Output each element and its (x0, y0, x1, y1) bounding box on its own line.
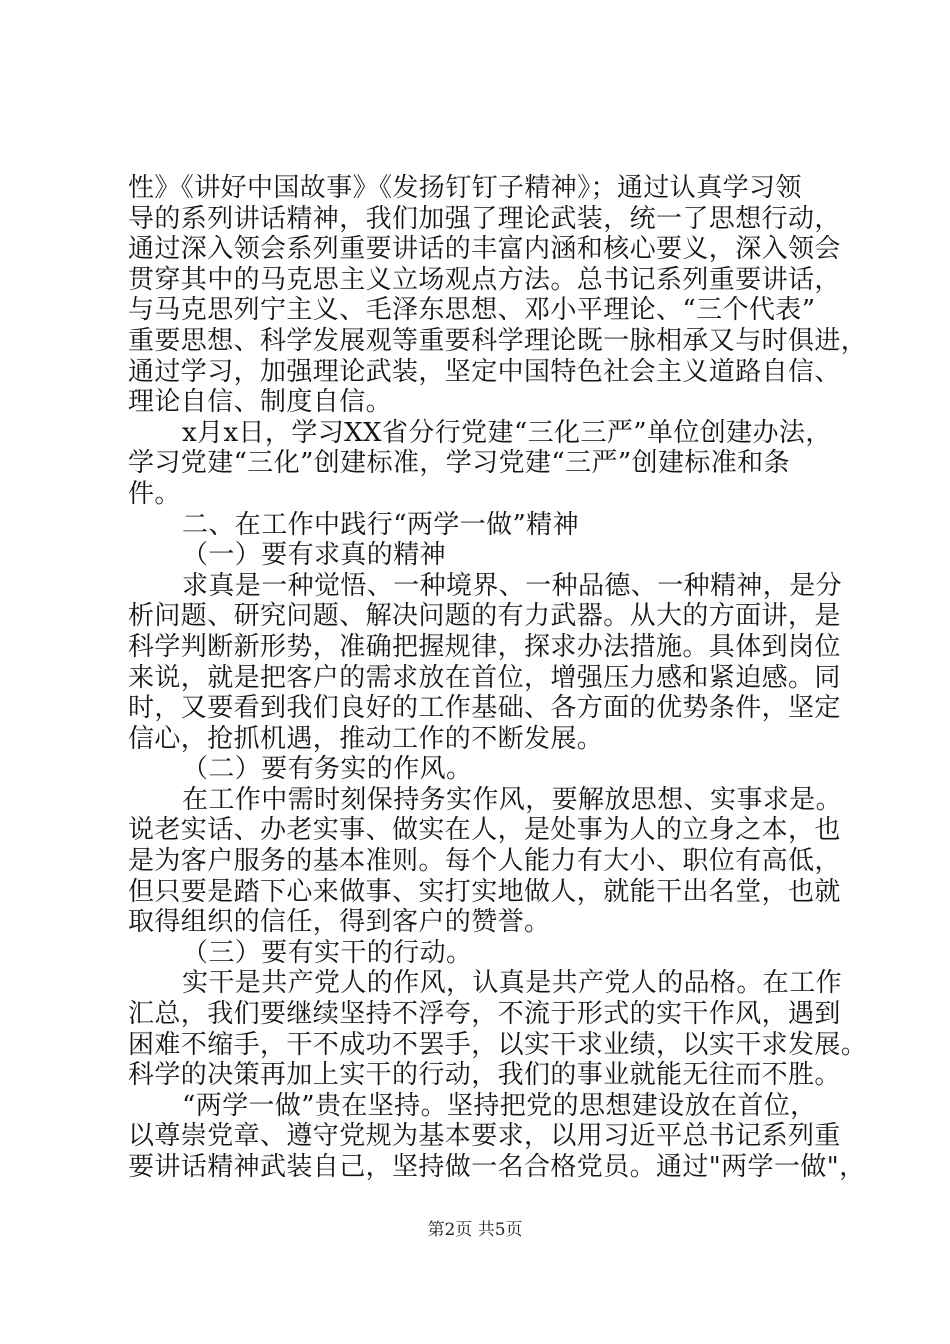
text-line: 性》《讲好中国故事》《发扬钉钉子精神》；通过认真学习领 (128, 173, 802, 203)
text-line: 说老实话、办老实事、做实在人，是处事为人的立身之本，也 (128, 815, 841, 846)
text-line: 来说，就是把客户的需求放在首位，增强压力感和紧迫感。同 (128, 662, 841, 693)
text-line: 与马克思列宁主义、毛泽东思想、邓小平理论、“三个代表” (128, 295, 816, 326)
text-line: 求真是一种觉悟、一种境界、一种品德、一种精神，是分 (182, 570, 843, 601)
text-line: （一）要有求真的精神 (182, 540, 447, 571)
text-line: 困难不缩手，干不成功不罢手，以实干求业绩，以实干求发展。 (128, 1029, 868, 1060)
text-line: 重要思想、科学发展观等重要科学理论既一脉相承又与时俱进， (128, 325, 868, 356)
text-line: 时，又要看到我们良好的工作基础、各方面的优势条件，坚定 (128, 693, 841, 724)
text-line: 析问题、研究问题、解决问题的有力武器。从大的方面讲，是 (128, 601, 841, 632)
text-line: 汇总，我们要继续坚持不浮夸，不流于形式的实干作风，遇到 (128, 999, 841, 1030)
text-line: 但只要是踏下心来做事、实打实地做人，就能干出名堂，也就 (128, 876, 841, 907)
text-line: 是为客户服务的基本准则。每个人能力有大小、职位有高低， (128, 846, 841, 877)
text-line: （二）要有务实的作风。 (182, 754, 473, 785)
text-line: 贯穿其中的马克思主义立场观点方法。总书记系列重要讲话， (128, 264, 841, 295)
page-footer: 第2页 共5页 (427, 1220, 523, 1240)
text-line: 件。 (128, 478, 181, 509)
text-line: 学习党建“三化”创建标准，学习党建“三严”创建标准和条 (128, 448, 790, 479)
text-line: 通过学习，加强理论武装，坚定中国特色社会主义道路自信、 (128, 356, 841, 387)
text-line: 二、在工作中践行“两学一做”精神 (182, 509, 579, 540)
text-line: 科学的决策再加上实干的行动，我们的事业就能无往而不胜。 (128, 1060, 841, 1091)
text-line: 导的系列讲话精神，我们加强了理论武装，统一了思想行动， (128, 203, 841, 234)
text-line: “两学一做”贵在坚持。坚持把党的思想建设放在首位， (182, 1090, 817, 1121)
text-line: 取得组织的信任，得到客户的赞誉。 (128, 907, 551, 938)
text-line: 理论自信、制度自信。 (128, 387, 393, 418)
text-line: 科学判断新形势，准确把握规律，探求办法措施。具体到岗位 (128, 631, 841, 662)
text-line: 信心，抢抓机遇，推动工作的不断发展。 (128, 723, 604, 754)
text-line: 要讲话精神武装自己，坚持做一名合格党员。通过"两学一做"， (128, 1152, 866, 1182)
text-line: （三）要有实干的行动。 (182, 937, 473, 968)
text-line: 实干是共产党人的作风，认真是共产党人的品格。在工作 (182, 968, 843, 999)
text-line: 通过深入领会系列重要讲话的丰富内涵和核心要义，深入领会 (128, 234, 841, 265)
text-line: 在工作中需时刻保持务实作风，要解放思想、实事求是。 (182, 784, 843, 815)
text-line: 以尊崇党章、遵守党规为基本要求，以用习近平总书记系列重 (128, 1121, 841, 1152)
text-line: x月x日，学习XX省分行党建“三化三严”单位创建办法， (182, 417, 832, 448)
document-body (128, 173, 868, 1183)
